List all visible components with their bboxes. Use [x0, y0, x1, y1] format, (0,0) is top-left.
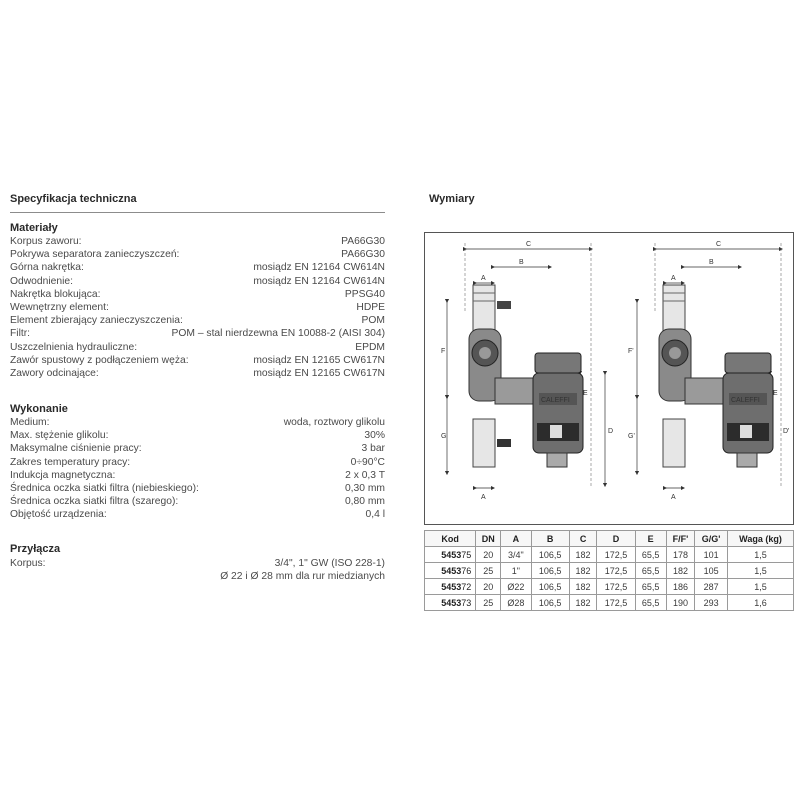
label-b-left: B — [519, 259, 524, 266]
material-row — [10, 261, 385, 274]
table-cell: 287 — [695, 579, 728, 595]
material-label: Odwodnienie: — [10, 275, 73, 287]
performance-value: 3 bar — [361, 443, 385, 455]
material-label: Filtr: — [10, 328, 31, 340]
performance-label: Zakres temperatury pracy: — [10, 456, 131, 468]
material-label: Zawory odcinające: — [10, 368, 99, 379]
kod-cell — [425, 579, 476, 595]
table-header-cell: G/G' — [695, 531, 728, 547]
table-cell: 1,5 — [727, 563, 793, 579]
performance-row — [10, 495, 385, 508]
material-row — [10, 248, 385, 261]
table-header-cell: DN — [476, 531, 501, 547]
material-row — [10, 301, 385, 314]
material-row — [10, 235, 385, 248]
table-cell: 20 — [476, 579, 501, 595]
drawing-brand-right: CALEFFI — [731, 397, 760, 404]
label-g-left: G — [441, 433, 447, 440]
table-cell: 25 — [476, 563, 501, 579]
table-cell: 186 — [666, 579, 695, 595]
performance-row — [10, 508, 385, 521]
table-cell: 182 — [569, 595, 597, 611]
performance-value: 2 x 0,3 T — [345, 469, 385, 481]
material-label: Uszczelnienia hydrauliczne: — [10, 341, 138, 353]
table-cell: 3/4" — [501, 547, 531, 563]
table-header-cell: C — [569, 531, 597, 547]
performance-row — [10, 469, 385, 482]
label-a-left: A — [481, 275, 486, 282]
kod-cell — [425, 547, 476, 563]
performance-value: 30% — [364, 430, 385, 442]
performance-label: Medium: — [10, 417, 50, 428]
table-row — [425, 547, 794, 563]
label-f-left: F — [441, 348, 446, 355]
table-body — [425, 547, 794, 611]
performance-label: Indukcja magnetyczna: — [10, 469, 116, 481]
table-cell: 182 — [569, 547, 597, 563]
table-cell: 1,5 — [727, 547, 793, 563]
table-header-cell: Waga (kg) — [727, 531, 793, 547]
performance-row — [10, 456, 385, 469]
material-value: mosiądz EN 12165 CW617N — [253, 368, 385, 379]
label-a-right: A — [671, 275, 676, 282]
material-value: PPSG40 — [344, 288, 385, 300]
performance-value: woda, roztwory glikolu — [283, 417, 385, 428]
performance-row — [10, 482, 385, 495]
spec-title-rule — [10, 212, 385, 213]
table-cell: 172,5 — [597, 547, 635, 563]
performance-row — [10, 416, 385, 429]
table-cell: 20 — [476, 547, 501, 563]
material-label: Nakrętka blokująca: — [10, 288, 101, 300]
table-cell: 293 — [695, 595, 728, 611]
dims-title: Wymiary — [429, 193, 475, 205]
drawing-brand-left: CALEFFI — [541, 397, 570, 404]
dimensions-table — [424, 530, 794, 611]
performance-label: Maksymalne ciśnienie pracy: — [10, 443, 142, 455]
label-a-bottom-left: A — [481, 494, 486, 501]
kod-suffix: 76 — [461, 565, 472, 576]
performance-value: 0,4 l — [365, 509, 385, 521]
label-g-prime: G' — [628, 433, 635, 440]
performance-row — [10, 429, 385, 442]
performance-row — [10, 442, 385, 455]
material-value: mosiądz EN 12164 CW614N — [253, 275, 385, 287]
table-cell: 106,5 — [531, 579, 569, 595]
label-c-right: C — [716, 241, 722, 248]
label-d-prime: D' — [783, 428, 790, 435]
material-row — [10, 314, 385, 327]
table-cell: 101 — [695, 547, 728, 563]
table-cell: Ø28 — [501, 595, 531, 611]
table-row — [425, 563, 794, 579]
material-value: PA66G30 — [341, 236, 385, 247]
table-cell: 1" — [501, 563, 531, 579]
performance-value: 0,80 mm — [344, 496, 385, 508]
performance-value: 0÷90°C — [350, 456, 385, 468]
table-header-cell: B — [531, 531, 569, 547]
material-label: Zawór spustowy z podłączeniem węża: — [10, 354, 189, 366]
material-row — [10, 327, 385, 340]
kod-cell — [425, 595, 476, 611]
separator-drawing-right — [637, 243, 793, 488]
performance-value: 0,30 mm — [344, 483, 385, 494]
performance-label: Średnica oczka siatki filtra (szarego): — [10, 496, 179, 508]
material-value: HDPE — [356, 302, 385, 313]
label-a-bottom-right: A — [671, 494, 676, 501]
table-header-cell: E — [635, 531, 666, 547]
connection-value-1: 3/4", 1" GW (ISO 228-1) — [274, 558, 385, 569]
material-label: Korpus zaworu: — [10, 236, 82, 247]
table-cell: 172,5 — [597, 563, 635, 579]
table-row — [425, 579, 794, 595]
material-value: EPDM — [355, 341, 385, 353]
dimensions-diagram — [424, 232, 794, 525]
table-cell: 105 — [695, 563, 728, 579]
material-value: POM – stal nierdzewna EN 10088-2 (AISI 304) — [171, 328, 385, 340]
table-header-cell: Kod — [425, 531, 476, 547]
material-row — [10, 341, 385, 354]
table-header-cell: A — [501, 531, 531, 547]
table-header-cell: D — [597, 531, 635, 547]
kod-prefix: 5453 — [441, 549, 462, 560]
kod-prefix: 5453 — [441, 581, 462, 592]
kod-prefix: 5453 — [441, 597, 462, 608]
performance-label: Objętość urządzenia: — [10, 509, 107, 521]
label-d-left: D — [608, 428, 614, 435]
table-cell: 106,5 — [531, 547, 569, 563]
table-cell: 1,6 — [727, 595, 793, 611]
connection-value-2: Ø 22 i Ø 28 mm dla rur miedzianych — [220, 571, 385, 582]
material-value: mosiądz EN 12164 CW614N — [253, 262, 385, 274]
label-c-left: C — [526, 241, 532, 248]
table-cell: 182 — [569, 563, 597, 579]
material-value: POM — [361, 315, 385, 327]
table-cell: 172,5 — [597, 595, 635, 611]
dimensions-drawing — [425, 233, 793, 524]
kod-prefix: 5453 — [441, 565, 462, 576]
label-b-right: B — [709, 259, 714, 266]
table-cell: 106,5 — [531, 563, 569, 579]
label-e-left: E — [583, 390, 588, 397]
performance-label: Średnica oczka siatki filtra (niebieskiego): — [10, 483, 199, 494]
material-label: Element zbierający zanieczyszczenia: — [10, 315, 183, 327]
table-cell: 65,5 — [635, 563, 666, 579]
kod-suffix: 75 — [461, 549, 472, 560]
connection-label: Korpus: — [10, 558, 46, 569]
label-e-right: E — [773, 390, 778, 397]
material-label: Górna nakrętka: — [10, 262, 84, 274]
material-label: Pokrywa separatora zanieczyszczeń: — [10, 249, 180, 261]
materials-heading: Materiały — [10, 222, 58, 234]
table-cell: 65,5 — [635, 579, 666, 595]
table-header-row — [425, 531, 794, 547]
table-cell: 65,5 — [635, 595, 666, 611]
connection-row-2 — [10, 570, 385, 583]
label-f-prime: F' — [628, 348, 634, 355]
separator-drawing-left — [447, 243, 605, 488]
table-cell: 182 — [569, 579, 597, 595]
material-row — [10, 354, 385, 367]
connections-heading: Przyłącza — [10, 543, 61, 555]
material-value: mosiądz EN 12165 CW617N — [253, 354, 385, 366]
performance-label: Max. stężenie glikolu: — [10, 430, 109, 442]
table-cell: 65,5 — [635, 547, 666, 563]
kod-cell — [425, 563, 476, 579]
table-cell: Ø22 — [501, 579, 531, 595]
table-header-cell: F/F' — [666, 531, 695, 547]
kod-suffix: 73 — [461, 597, 472, 608]
table-cell: 190 — [666, 595, 695, 611]
table-cell: 178 — [666, 547, 695, 563]
spec-title: Specyfikacja techniczna — [10, 193, 137, 205]
kod-suffix: 72 — [461, 581, 472, 592]
material-label: Wewnętrzny element: — [10, 302, 109, 313]
table-cell: 182 — [666, 563, 695, 579]
table-row — [425, 595, 794, 611]
material-value: PA66G30 — [341, 249, 385, 261]
material-row — [10, 288, 385, 301]
performance-heading: Wykonanie — [10, 403, 68, 415]
table-cell: 25 — [476, 595, 501, 611]
material-row — [10, 275, 385, 288]
table-cell: 172,5 — [597, 579, 635, 595]
table-cell: 1,5 — [727, 579, 793, 595]
connection-row — [10, 557, 385, 570]
table-cell: 106,5 — [531, 595, 569, 611]
material-row — [10, 367, 385, 380]
